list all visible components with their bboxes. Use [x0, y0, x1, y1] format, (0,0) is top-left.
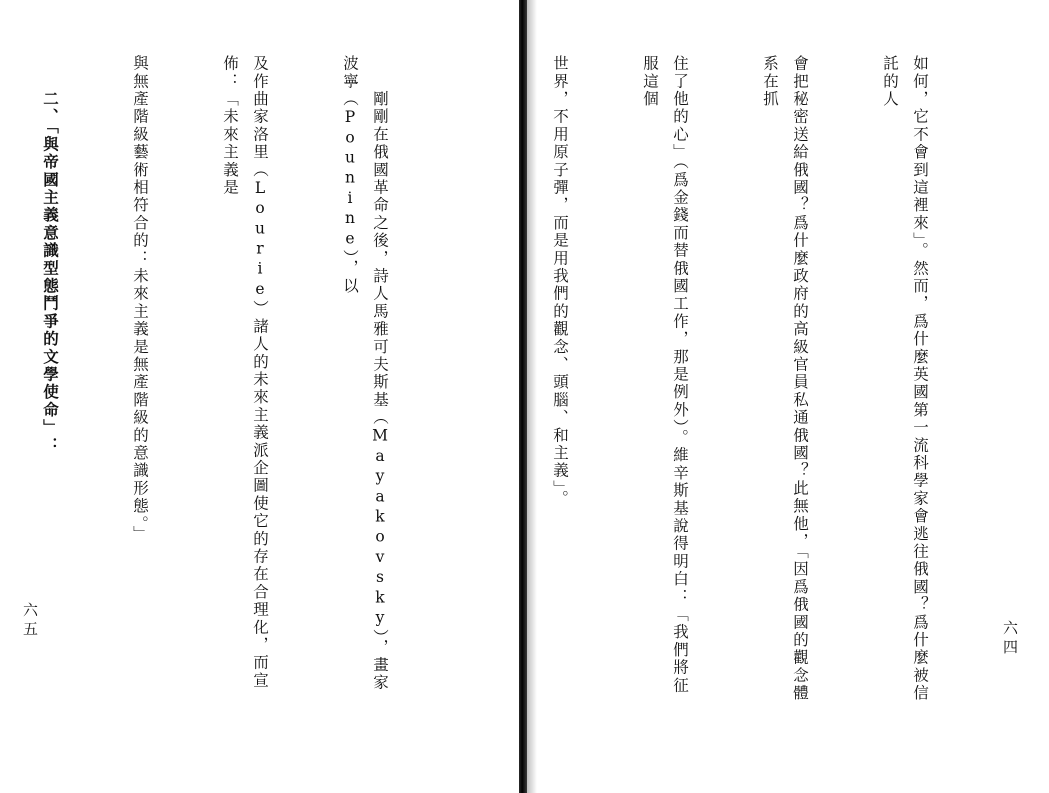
book-gutter	[519, 0, 527, 793]
right-col-3: 住了他的心」（爲金錢而替俄國工作，那是例外）。維辛斯基說得明白：「我們將征服這個	[641, 55, 689, 695]
left-page-number: 六五	[21, 602, 39, 640]
left-col-1: 剛剛在俄國革命之後，詩人馬雅可夫斯基（Mayakovsky），畫家波寧（Pounine），以	[341, 55, 389, 692]
right-col-1: 如何，它不會到這裡來」。然而，爲什麼英國第一流科學家會逃往俄國？爲什麼被信託的人	[881, 55, 929, 703]
right-page-text	[545, 55, 995, 705]
right-col-4: 世界，不用原子彈，而是用我們的觀念、頭腦、和主義」。	[551, 55, 569, 508]
left-col-3: 與無產階級藝術相符合的：未來主義是無產階級的意識形態。」	[131, 55, 149, 543]
left-section-heading: 二、「與帝國主義意識型態鬥爭的文學使命」：	[41, 55, 60, 455]
right-col-2: 會把秘密送給俄國？爲什麼政府的高級官員私通俄國？此無他，「因爲俄國的觀念體系在抓	[761, 55, 809, 703]
gutter-shadow	[527, 0, 537, 793]
right-page-number: 六四	[1001, 620, 1019, 658]
left-col-2: 及作曲家洛里（Lourie）諸人的未來主義派企圖使它的存在合理化，而宣佈：「未來主義是	[221, 55, 269, 690]
left-page-text	[25, 55, 455, 705]
